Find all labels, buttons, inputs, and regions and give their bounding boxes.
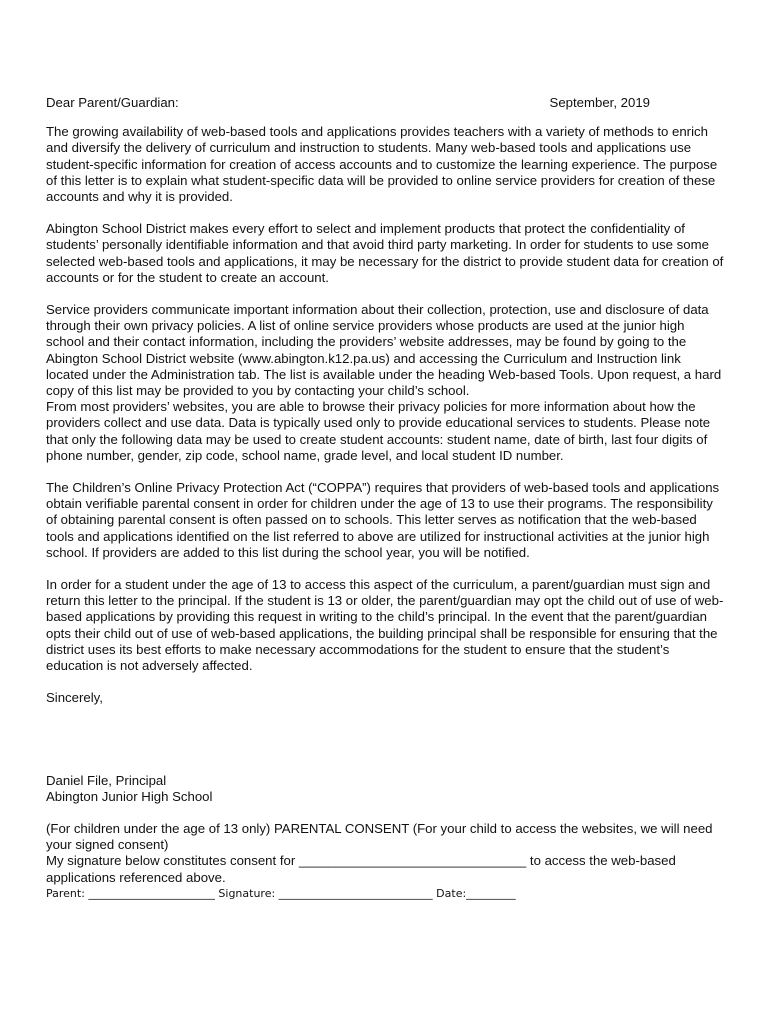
signature-space <box>46 723 726 773</box>
consent-statement: My signature below constitutes consent for _______________________________ to access the web-based applications referenced above. <box>46 853 676 885</box>
signer-school: Abington Junior High School <box>46 788 213 804</box>
closing: Sincerely, <box>46 690 103 706</box>
signer-name: Daniel File, Principal <box>46 772 167 788</box>
signoff-block <box>46 773 726 805</box>
paragraph-intro: The growing availability of web-based tools and applications provides teachers with a variety of methods to enrich and diversify the delivery of curriculum and instruction to students. Many web-based tools and applications use student-specific information for creation of access accounts and to customize the learning experience. The purpose of this letter is to explain what student-specific data will be provided to online service providers for creation of these accounts and why it is provided. <box>46 124 718 205</box>
paragraph-privacy-policies: From most providers’ websites, you are able to browse their privacy policies for more information about how the providers collect and use data. Data is typically used only to provide educational services to students. Please note that only the following data may be used to create student accounts: student name, date of birth, last four digits of phone number, gender, zip code, school name, grade level, and local student ID number. <box>46 399 711 463</box>
letter-date: September, 2019 <box>549 95 650 110</box>
paragraph-service-providers: Service providers communicate important information about their collection, protection, use and disclosure of data through their own privacy policies. A list of online service providers whose products are used at the junior high school and their contact information, including the providers’ website addresses, may be found by going to the Abington School District website (www.abington.k12.pa.us) and accessing the Curriculum and Instruction link located under the Administration tab. The list is available under the heading Web-based Tools. Upon request, a hard copy of this list may be provided to you by contacting your child’s school. <box>46 302 722 399</box>
consent-heading: (For children under the age of 13 only) PARENTAL CONSENT (For your child to access the websites, we will need your signed consent) <box>46 820 713 853</box>
paragraph-district-policy: Abington School District makes every effort to select and implement products that protect the confidentiality of students’ personally identifiable information and that avoid third party marketing. In order for students to use some selected web-based tools and applications, it may be necessary for the district to provide student data for creation of accounts or for the student to create an account. <box>46 221 724 285</box>
letter-header <box>46 95 726 111</box>
paragraph-coppa: The Children’s Online Privacy Protection Act (“COPPA”) requires that providers of web-based tools and applications obtain verifiable parental consent in order for children under the age of 13 to use their programs. The responsibility of obtaining parental consent is often passed on to schools. This letter serves as notification that the web-based tools and applications identified on the list referred to above are utilized for instructional activities at the junior high school. If providers are added to this list during the school year, you will be notified. <box>46 480 720 560</box>
paragraph-consent-requirement: In order for a student under the age of 13 to access this aspect of the curriculum, a parent/guardian must sign and return this letter to the principal. If the student is 13 or older, the parent/guardian may opt the child out of use of web-based applications by providing this request in writing to the child’s principal. In the event that the parent/guardian opts their child out of use of web-based applications, the building principal shall be responsible for ensuring that the district uses its best efforts to make necessary accommodations for the student to ensure that the student’s education is not adversely affected. <box>46 577 724 674</box>
signature-form-line: Parent: _______________________ Signature: ____________________________ Date:_________ <box>46 886 516 900</box>
salutation: Dear Parent/Guardian: <box>46 95 179 110</box>
letter-page <box>46 95 726 902</box>
consent-section <box>46 821 726 902</box>
